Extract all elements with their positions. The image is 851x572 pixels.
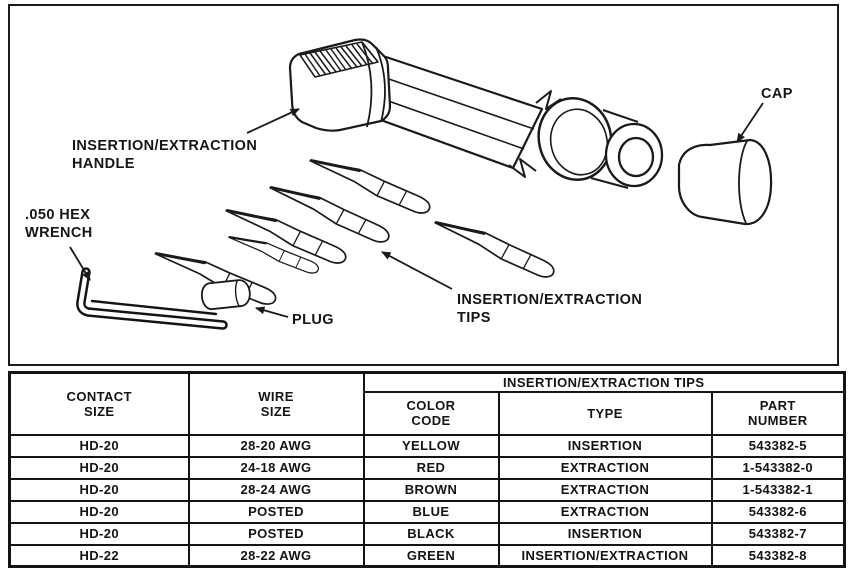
hex-wrench-arrow [70, 247, 90, 280]
table-row [10, 501, 845, 523]
cell-color-code: BROWN [364, 479, 499, 501]
table-group-header-row [10, 373, 845, 392]
tool-kit-figure [8, 4, 839, 366]
tips-label-line2: TIPS [457, 310, 491, 326]
handle-label-line2: HANDLE [72, 156, 135, 172]
th-insertion-extraction-tips: INSERTION/EXTRACTION TIPS [364, 373, 845, 392]
th-color-code: COLOR CODE [364, 392, 499, 435]
cell-color-code: RED [364, 457, 499, 479]
cell-contact-size: HD-20 [10, 435, 189, 457]
tips-table [8, 371, 846, 568]
table-row [10, 523, 845, 545]
cell-wire-size: 24-18 AWG [189, 457, 364, 479]
tips-label-line1: INSERTION/EXTRACTION [457, 292, 643, 308]
table-row [10, 457, 845, 479]
tip-drawing-6 [430, 217, 559, 280]
table-row [10, 479, 845, 501]
handle-shaft [378, 57, 542, 168]
handle-label-line1: INSERTION/EXTRACTION [72, 138, 258, 154]
th-contact-size: CONTACT SIZE [10, 373, 189, 435]
cell-wire-size: 28-22 AWG [189, 545, 364, 567]
cell-color-code: YELLOW [364, 435, 499, 457]
cell-part-number: 543382-7 [712, 523, 845, 545]
cell-wire-size: POSTED [189, 501, 364, 523]
cell-type: INSERTION/EXTRACTION [499, 545, 712, 567]
cell-wire-size: POSTED [189, 523, 364, 545]
cell-type: INSERTION [499, 435, 712, 457]
table-row [10, 545, 845, 567]
handle-collet [530, 91, 662, 188]
plug-arrow [256, 308, 288, 317]
cell-type: INSERTION [499, 523, 712, 545]
plug-drawing [201, 279, 251, 310]
cell-part-number: 1-543382-1 [712, 479, 845, 501]
cell-contact-size: HD-22 [10, 545, 189, 567]
handle-grip [290, 40, 390, 131]
cell-contact-size: HD-20 [10, 479, 189, 501]
cell-contact-size: HD-20 [10, 501, 189, 523]
plug-label: PLUG [292, 312, 334, 328]
cell-wire-size: 28-24 AWG [189, 479, 364, 501]
cell-wire-size: 28-20 AWG [189, 435, 364, 457]
cell-contact-size: HD-20 [10, 523, 189, 545]
handle-arrow [247, 109, 299, 133]
hex-wrench-label-line2: WRENCH [25, 225, 93, 241]
hex-wrench-label-line1: .050 HEX [25, 207, 91, 223]
cell-type: EXTRACTION [499, 501, 712, 523]
cell-part-number: 543382-8 [712, 545, 845, 567]
cell-part-number: 543382-5 [712, 435, 845, 457]
handle-drawing [290, 40, 662, 189]
cell-type: EXTRACTION [499, 457, 712, 479]
cell-part-number: 543382-6 [712, 501, 845, 523]
cell-color-code: BLUE [364, 501, 499, 523]
th-part-number: PART NUMBER [712, 392, 845, 435]
cap-drawing [679, 140, 771, 224]
tips-arrow [382, 252, 452, 289]
cell-type: EXTRACTION [499, 479, 712, 501]
th-wire-size: WIRE SIZE [189, 373, 364, 435]
cap-arrow [737, 103, 763, 142]
table-row [10, 435, 845, 457]
cell-part-number: 1-543382-0 [712, 457, 845, 479]
th-type: TYPE [499, 392, 712, 435]
cell-color-code: BLACK [364, 523, 499, 545]
cell-color-code: GREEN [364, 545, 499, 567]
cap-label: CAP [761, 86, 793, 102]
cell-contact-size: HD-20 [10, 457, 189, 479]
